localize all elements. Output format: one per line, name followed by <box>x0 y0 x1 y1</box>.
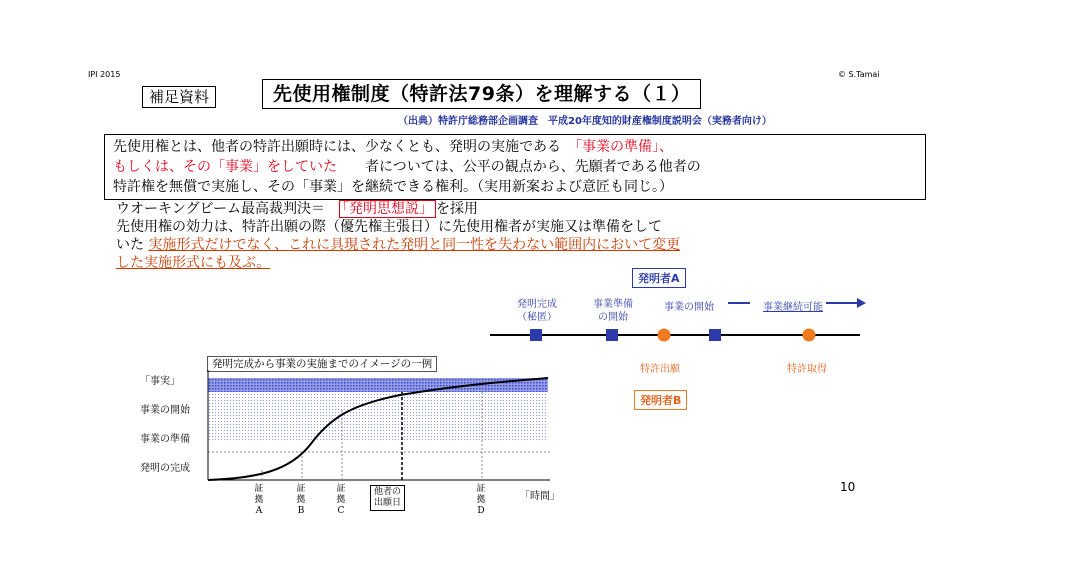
definition-line-2 <box>113 157 917 177</box>
evidence-c-char: 拠 <box>336 495 346 505</box>
definition-text: 者については、公平の観点から、先願者である他者の <box>337 159 701 175</box>
marker-grant <box>803 329 816 342</box>
evidence-b-char: 拠 <box>296 495 306 505</box>
page-title: 先使用権制度（特許法79条）を理解する（１） <box>262 79 701 109</box>
y-label-business-start: 事業の開始 <box>140 405 190 416</box>
timeline-graphic <box>480 290 880 360</box>
definition-text: 先使用権とは、他者の特許出願時には、少なくとも、発明の実施である <box>113 139 575 155</box>
inventor-a-badge: 発明者A <box>632 268 686 288</box>
supplementary-label: 補足資料 <box>142 86 216 108</box>
label-completion-2: （秘匿） <box>517 312 557 323</box>
label-preparation-1: 事業準備 <box>593 299 633 310</box>
evidence-c-label <box>334 484 348 517</box>
y-label-invention-complete: 発明の完成 <box>140 463 190 474</box>
marker-preparation <box>606 329 618 341</box>
label-completion-1: 発明完成 <box>517 299 557 310</box>
marker-business-start <box>709 329 721 341</box>
definition-line-3: 特許権を無償で実施し、その「事業」を継続できる権利。（実用新案および意匠も同じ。） <box>113 179 673 195</box>
other-filing-line-1: 他者の <box>374 487 402 497</box>
ruling-underlined: した実施形式にも及ぶ。 <box>116 255 271 271</box>
evidence-b-char: B <box>297 506 305 516</box>
marker-completion <box>530 329 542 341</box>
ruling-line-2: 先使用権の効力は、特許出願の際（優先権主張日）に先使用権者が実施又は準備をして <box>116 219 662 235</box>
other-filing-line-2: 出願日 <box>374 498 402 508</box>
evidence-b-char: 証 <box>296 484 306 494</box>
ruling-block <box>116 200 896 272</box>
evidence-d-char: 拠 <box>476 495 486 505</box>
chart-caption: 発明完成から事業の実施までのイメージの一例 <box>207 356 437 372</box>
ruling-text: いた <box>116 237 144 253</box>
marker-filing <box>658 329 671 342</box>
evidence-b-label <box>294 484 308 517</box>
evidence-d-char: D <box>477 506 485 516</box>
inventor-b-badge: 発明者B <box>634 390 687 410</box>
page-number: 10 <box>840 480 856 494</box>
y-label-column <box>140 367 190 483</box>
header-left: IPI 2015 <box>88 70 121 79</box>
label-grant: 特許取得 <box>787 364 827 375</box>
ruling-underlined: 実施形式だけでなく、これに具現された発明と同一性を失わない範囲内において変更 <box>148 237 681 253</box>
ruling-text: ウオーキングビーム最高裁判決＝ <box>116 201 340 217</box>
evidence-d-char: 証 <box>476 484 486 494</box>
evidence-c-char: C <box>337 506 345 516</box>
band-business-start-texture <box>208 378 548 392</box>
evidence-d-label <box>474 484 488 517</box>
definition-box <box>104 134 926 200</box>
definition-highlight: もしくは、その「事業」をしていた <box>113 159 337 175</box>
y-label-business-prep: 事業の準備 <box>140 434 190 445</box>
y-label-fact: 「事実」 <box>140 376 180 387</box>
arrow-head-icon <box>857 298 866 308</box>
label-preparation-2: の開始 <box>598 312 628 323</box>
evidence-a-label <box>252 484 266 517</box>
label-continue: 事業継続可能 <box>763 302 823 313</box>
label-business-start: 事業の開始 <box>664 302 714 313</box>
chart-graphic <box>200 370 560 485</box>
evidence-a-char: 拠 <box>254 495 264 505</box>
header-right: © S.Tamai <box>838 70 880 79</box>
evidence-c-char: 証 <box>336 484 346 494</box>
ruling-text: を採用 <box>436 201 479 217</box>
evidence-a-char: 証 <box>254 484 264 494</box>
ruling-line-4 <box>116 254 896 272</box>
definition-line-1 <box>113 137 917 157</box>
source-note: （出典）特許庁総務部企画調査 平成20年度知的財産権制度説明会（実務者向け） <box>398 116 772 127</box>
ruling-highlight: 「発明思想説」 <box>339 200 436 218</box>
definition-highlight: 「事業の準備」、 <box>575 139 673 155</box>
other-filing-label <box>370 485 405 511</box>
ruling-line-3 <box>116 236 896 254</box>
x-axis-label: 「時間」 <box>520 491 560 502</box>
ruling-line-1 <box>116 200 896 218</box>
evidence-a-char: A <box>255 506 263 516</box>
label-filing: 特許出願 <box>640 364 680 375</box>
